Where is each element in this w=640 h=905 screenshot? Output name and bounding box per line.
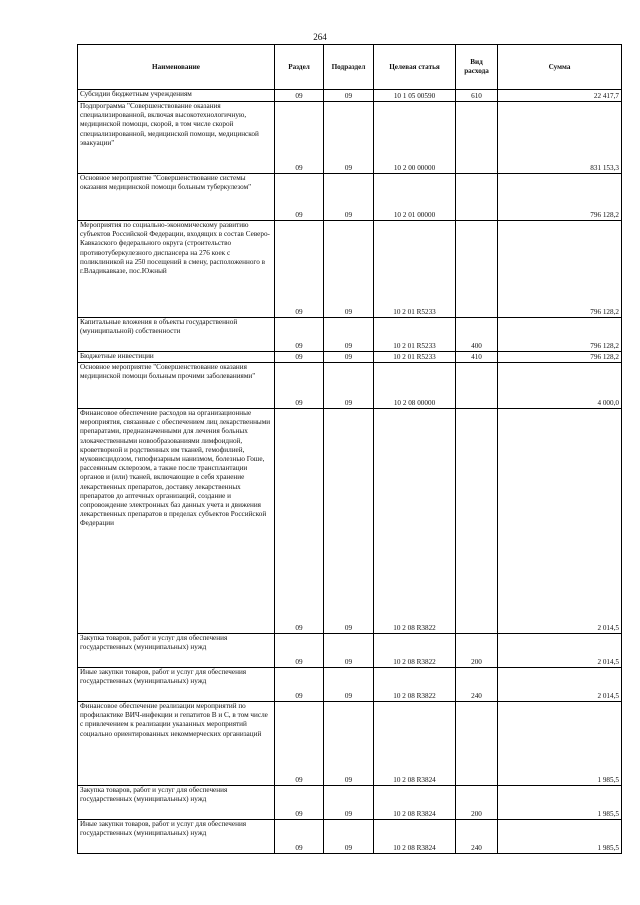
table-row [78,702,622,786]
row-name: Финансовое обеспечение расходов на организационные мероприятия, связанные с обеспечением лиц лекарственными препаратами, предназначенными для лечения больных злокачественными новообразованиями лимфоидной, кроветворной и родственных им тканей, гемофилией, муковисцидозом, гипофизарным нанизмом, болезнью Гоше, рассеянным склерозом, а также после трансплантации органов и (или) тканей, включающие в себя хранение лекарственных препаратов, доставку лекарственных препаратов до аптечных организаций, создание и сопровождение электронных баз данных учета и движения лекарственных препаратов в пределах субъектов Российской Федерации [78,409,275,634]
row-section: 09 [275,102,324,174]
row-subsection: 09 [324,363,374,409]
row-sum: 831 153,3 [498,102,622,174]
row-target: 10 2 08 R3822 [374,668,456,702]
table-row [78,174,622,221]
table-row [78,90,622,102]
row-expense-type: 240 [456,668,498,702]
row-name: Основное мероприятие "Совершенствование оказания медицинской помощи больным прочими заболеваниями" [78,363,275,409]
row-subsection: 09 [324,820,374,854]
row-subsection: 09 [324,102,374,174]
row-sum: 1 985,5 [498,702,622,786]
row-sum: 1 985,5 [498,786,622,820]
table-row [78,352,622,363]
row-subsection: 09 [324,318,374,352]
row-section: 09 [275,318,324,352]
row-target: 10 2 01 R5233 [374,318,456,352]
row-target: 10 2 08 R3822 [374,634,456,668]
row-sum: 796 128,2 [498,318,622,352]
row-name: Субсидии бюджетным учреждениям [78,90,275,102]
header-name: Наименование [78,45,275,90]
row-subsection: 09 [324,90,374,102]
row-sum: 2 014,5 [498,668,622,702]
row-subsection: 09 [324,702,374,786]
table-row [78,221,622,318]
row-name: Иные закупки товаров, работ и услуг для обеспечения государственных (муниципальных) нужд [78,820,275,854]
page-number: 264 [313,32,327,42]
header-subsection: Подраздел [324,45,374,90]
table-row [78,668,622,702]
row-expense-type: 200 [456,634,498,668]
row-sum: 1 985,5 [498,820,622,854]
row-sum: 2 014,5 [498,409,622,634]
row-target: 10 2 08 R3824 [374,786,456,820]
row-target: 10 2 08 R3822 [374,409,456,634]
row-target: 10 2 00 00000 [374,102,456,174]
row-name: Иные закупки товаров, работ и услуг для обеспечения государственных (муниципальных) нужд [78,668,275,702]
row-section: 09 [275,90,324,102]
row-expense-type: 410 [456,352,498,363]
row-section: 09 [275,786,324,820]
budget-table [77,44,622,854]
row-expense-type: 200 [456,786,498,820]
row-sum: 22 417,7 [498,90,622,102]
row-expense-type: 240 [456,820,498,854]
row-name: Капитальные вложения в объекты государственной (муниципальной) собственности [78,318,275,352]
row-subsection: 09 [324,634,374,668]
table-row [78,318,622,352]
table-row [78,102,622,174]
row-sum: 2 014,5 [498,634,622,668]
row-section: 09 [275,363,324,409]
row-expense-type: 400 [456,318,498,352]
row-expense-type [456,409,498,634]
row-subsection: 09 [324,786,374,820]
row-expense-type [456,363,498,409]
row-name: Бюджетные инвестиции [78,352,275,363]
header-section: Раздел [275,45,324,90]
header-target: Целевая статья [374,45,456,90]
row-subsection: 09 [324,221,374,318]
table-row [78,409,622,634]
row-name: Закупка товаров, работ и услуг для обеспечения государственных (муниципальных) нужд [78,786,275,820]
table-row [78,634,622,668]
row-target: 10 2 08 00000 [374,363,456,409]
row-target: 10 2 01 R5233 [374,352,456,363]
row-target: 10 2 01 00000 [374,174,456,221]
row-name: Закупка товаров, работ и услуг для обеспечения государственных (муниципальных) нужд [78,634,275,668]
row-sum: 796 128,2 [498,221,622,318]
row-section: 09 [275,174,324,221]
row-subsection: 09 [324,409,374,634]
table-row [78,363,622,409]
row-subsection: 09 [324,352,374,363]
row-target: 10 1 05 00590 [374,90,456,102]
row-expense-type: 610 [456,90,498,102]
row-section: 09 [275,702,324,786]
table-row [78,786,622,820]
header-expense-type: Вид расхода [456,45,498,90]
row-name: Мероприятия по социально-экономическому развитию субъектов Российской Федерации, входящих в состав Северо-Кавказского федерального округа (строительство противотуберкулезного диспансера на 276 коек с поликлиникой на 250 посещений в смену, расположенного в г.Владикавказе, пос.Южный [78,221,275,318]
row-expense-type [456,221,498,318]
header-sum: Сумма [498,45,622,90]
table-row [78,820,622,854]
row-section: 09 [275,352,324,363]
row-section: 09 [275,634,324,668]
row-name: Основное мероприятие "Совершенствование системы оказания медицинской помощи больным туберкулезом" [78,174,275,221]
row-expense-type [456,174,498,221]
row-name: Подпрограмма "Совершенствование оказания специализированной, включая высокотехнологичную, медицинской помощи, скорой, в том числе скорой специализированной, медицинской помощи, медицинской эвакуации" [78,102,275,174]
row-target: 10 2 08 R3824 [374,702,456,786]
row-sum: 796 128,2 [498,352,622,363]
row-sum: 796 128,2 [498,174,622,221]
row-section: 09 [275,409,324,634]
row-section: 09 [275,820,324,854]
row-expense-type [456,102,498,174]
row-subsection: 09 [324,668,374,702]
row-section: 09 [275,221,324,318]
row-target: 10 2 08 R3824 [374,820,456,854]
row-expense-type [456,702,498,786]
row-subsection: 09 [324,174,374,221]
table-header-row [78,45,622,90]
row-name: Финансовое обеспечение реализации мероприятий по профилактике ВИЧ-инфекции и гепатитов B и C, в том числе с привлечением к реализации указанных мероприятий социально ориентированных некоммерческих организаций [78,702,275,786]
row-target: 10 2 01 R5233 [374,221,456,318]
row-section: 09 [275,668,324,702]
row-sum: 4 000,0 [498,363,622,409]
